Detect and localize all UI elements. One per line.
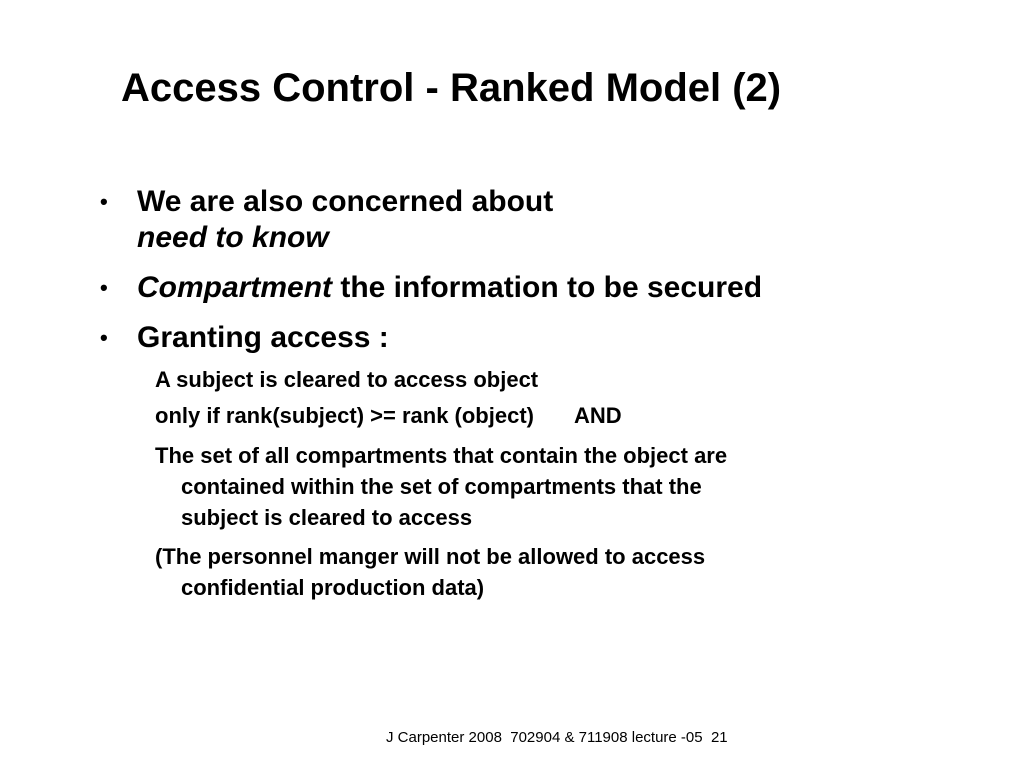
sub-item-line: (The personnel manger will not be allowed to access (155, 544, 706, 569)
bullet-dot: • (100, 189, 108, 214)
sub-item-example (155, 541, 705, 603)
sub-item-line: subject is cleared to access (181, 505, 473, 530)
bullet-text (137, 270, 762, 306)
slide-title: Access Control - Ranked Model (2) (121, 66, 782, 110)
sub-item-rank-condition (155, 400, 622, 431)
sub-item-line: only if rank(subject) >= rank (object) (155, 403, 534, 428)
sub-item-line: confidential production data) (181, 575, 485, 600)
sub-item-line: A subject is cleared to access object (155, 367, 539, 392)
bullet-dot: • (100, 275, 108, 300)
bullet-emphasis: Compartment (137, 271, 333, 304)
bullet-line: We are also concerned about (137, 185, 554, 218)
sub-item-cleared (155, 364, 538, 395)
bullet-emphasis: need to know (137, 221, 329, 254)
sub-item-line: The set of all compartments that contain the object are (155, 443, 728, 468)
bullet-text: Granting access : (137, 321, 389, 354)
sub-item-line: contained within the set of compartments that the (181, 474, 702, 499)
sub-item-and: AND (573, 403, 622, 428)
slide-footer: J Carpenter 2008 702904 & 711908 lecture -05 21 (386, 729, 728, 746)
sub-item-compartment-condition (155, 440, 727, 533)
bullet-text (137, 184, 553, 256)
bullet-dot: • (100, 325, 108, 350)
bullet-rest: the information to be secured (332, 271, 763, 304)
